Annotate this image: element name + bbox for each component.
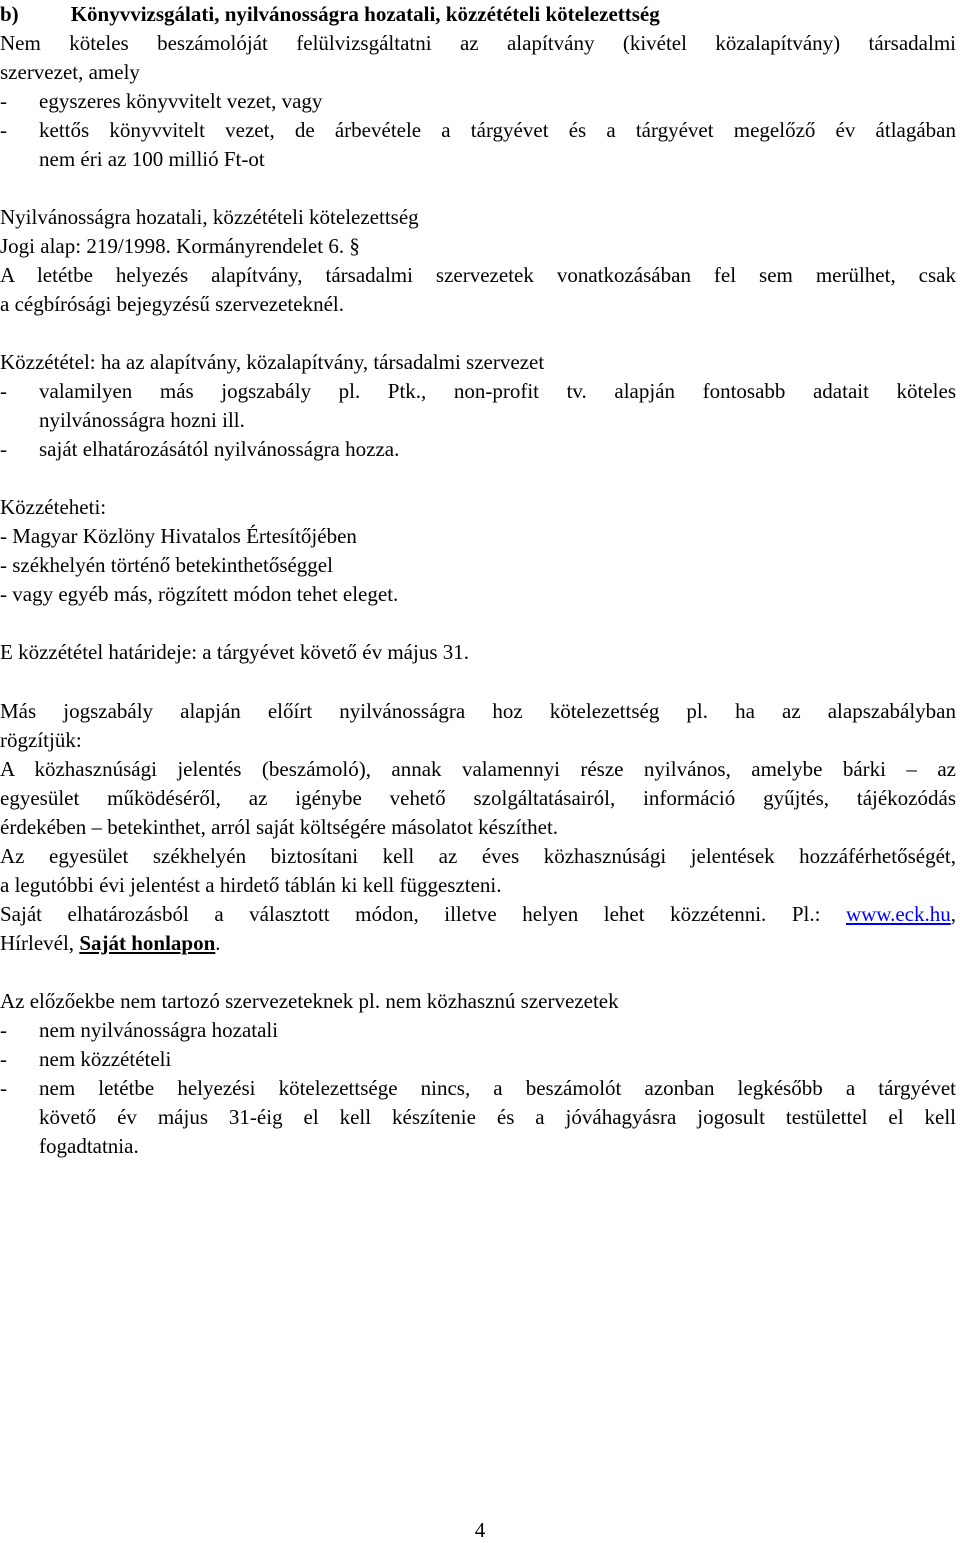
bullet-dash: - xyxy=(0,379,7,403)
paragraph-line: a cégbírósági bejegyzésű szervezeteknél. xyxy=(0,292,344,316)
section-title: Könyvvizsgálati, nyilvánosságra hozatali, közzétételi kötelezettség xyxy=(70,2,660,26)
bullet-item: nem letétbe helyezési kötelezettsége nincs, a beszámolót azonban legkésőbb a tárgyévet xyxy=(39,1076,956,1100)
paragraph-line: szervezet, amely xyxy=(0,60,140,84)
bullet-dash: - xyxy=(0,89,7,113)
bullet-dash: - xyxy=(0,1047,7,1071)
page-number: 4 xyxy=(474,1518,486,1542)
paragraph-line: Az egyesület székhelyén biztosítani kell az éves közhasznúsági jelentések hozzáférhetőségét, xyxy=(0,844,956,868)
bullet-item: nem közzétételi xyxy=(39,1047,172,1071)
bullet-dash: - xyxy=(0,1018,7,1042)
bullet-item-continuation: követő év május 31-éig el kell készítenie és a jóváhagyásra jogosult testülettel el kell xyxy=(39,1105,956,1129)
bullet-item: saját elhatározásától nyilvánosságra hozza. xyxy=(39,437,400,461)
paragraph-line xyxy=(0,900,956,929)
bullet-item: egyszeres könyvvitelt vezet, vagy xyxy=(39,89,323,113)
paragraph-line: Közzététel: ha az alapítvány, közalapítvány, társadalmi szervezet xyxy=(0,350,545,374)
paragraph-line xyxy=(0,929,956,958)
website-link[interactable]: www.eck.hu xyxy=(845,902,951,926)
list-item: - vagy egyéb más, rögzített módon tehet eleget. xyxy=(0,582,399,606)
bullet-item-continuation: fogadtatnia. xyxy=(39,1134,139,1158)
paragraph-line: Más jogszabály alapján előírt nyilvánosságra hoz kötelezettség pl. ha az alapszabályban xyxy=(0,699,956,723)
paragraph-line: érdekében – betekinthet, arról saját költségére másolatot készíthet. xyxy=(0,815,559,839)
bullet-dash: - xyxy=(0,118,7,142)
legal-basis: Jogi alap: 219/1998. Kormányrendelet 6. § xyxy=(0,234,360,258)
section-heading xyxy=(0,0,956,29)
line-text: Saját elhatározásból a választott módon, illetve helyen lehet közzétenni. Pl.: xyxy=(0,902,821,926)
paragraph-line: rögzítjük: xyxy=(0,728,82,752)
bullet-item: kettős könyvvitelt vezet, de árbevétele a tárgyévet és a tárgyévet megelőző év átlagában xyxy=(39,118,956,142)
list-item: - Magyar Közlöny Hivatalos Értesítőjében xyxy=(0,524,357,548)
subsection-title: Nyilvánosságra hozatali, közzétételi kötelezettség xyxy=(0,205,419,229)
paragraph-line: Az előzőekbe nem tartozó szervezeteknek pl. nem közhasznú szervezetek xyxy=(0,989,619,1013)
paragraph-line: Nem köteles beszámolóját felülvizsgáltatni az alapítvány (kivétel közalapítvány) társadalmi xyxy=(0,31,956,55)
paragraph-line: A letétbe helyezés alapítvány, társadalmi szervezetek vonatkozásában fel sem merülhet, csak xyxy=(0,263,956,287)
bullet-item: nem nyilvánosságra hozatali xyxy=(39,1018,279,1042)
own-homepage-text: Saját honlapon xyxy=(79,931,216,955)
bullet-item: valamilyen más jogszabály pl. Ptk., non-profit tv. alapján fontosabb adatait köteles xyxy=(39,379,956,403)
bullet-item-continuation: nyilvánosságra hozni ill. xyxy=(39,408,245,432)
line-end: . xyxy=(215,931,221,955)
bullet-dash: - xyxy=(0,1076,7,1100)
subsection-title: Közzéteheti: xyxy=(0,495,107,519)
paragraph-line: a legutóbbi évi jelentést a hirdető táblán ki kell függeszteni. xyxy=(0,873,502,897)
line-comma: , xyxy=(950,902,956,926)
list-item: - székhelyén történő betekinthetőséggel xyxy=(0,553,333,577)
paragraph-line: egyesület működéséről, az igénybe vehető szolgáltatásairól, információ gyűjtés, tájékozódás xyxy=(0,786,956,810)
paragraph-line: A közhasznúsági jelentés (beszámoló), annak valamennyi része nyilvános, amelybe bárki – az xyxy=(0,757,956,781)
line-text: Hírlevél, xyxy=(0,931,75,955)
deadline-text: E közzététel határideje: a tárgyévet követő év május 31. xyxy=(0,640,470,664)
section-label: b) xyxy=(0,2,19,26)
bullet-dash: - xyxy=(0,437,7,461)
bullet-item-continuation: nem éri az 100 millió Ft-ot xyxy=(39,147,265,171)
